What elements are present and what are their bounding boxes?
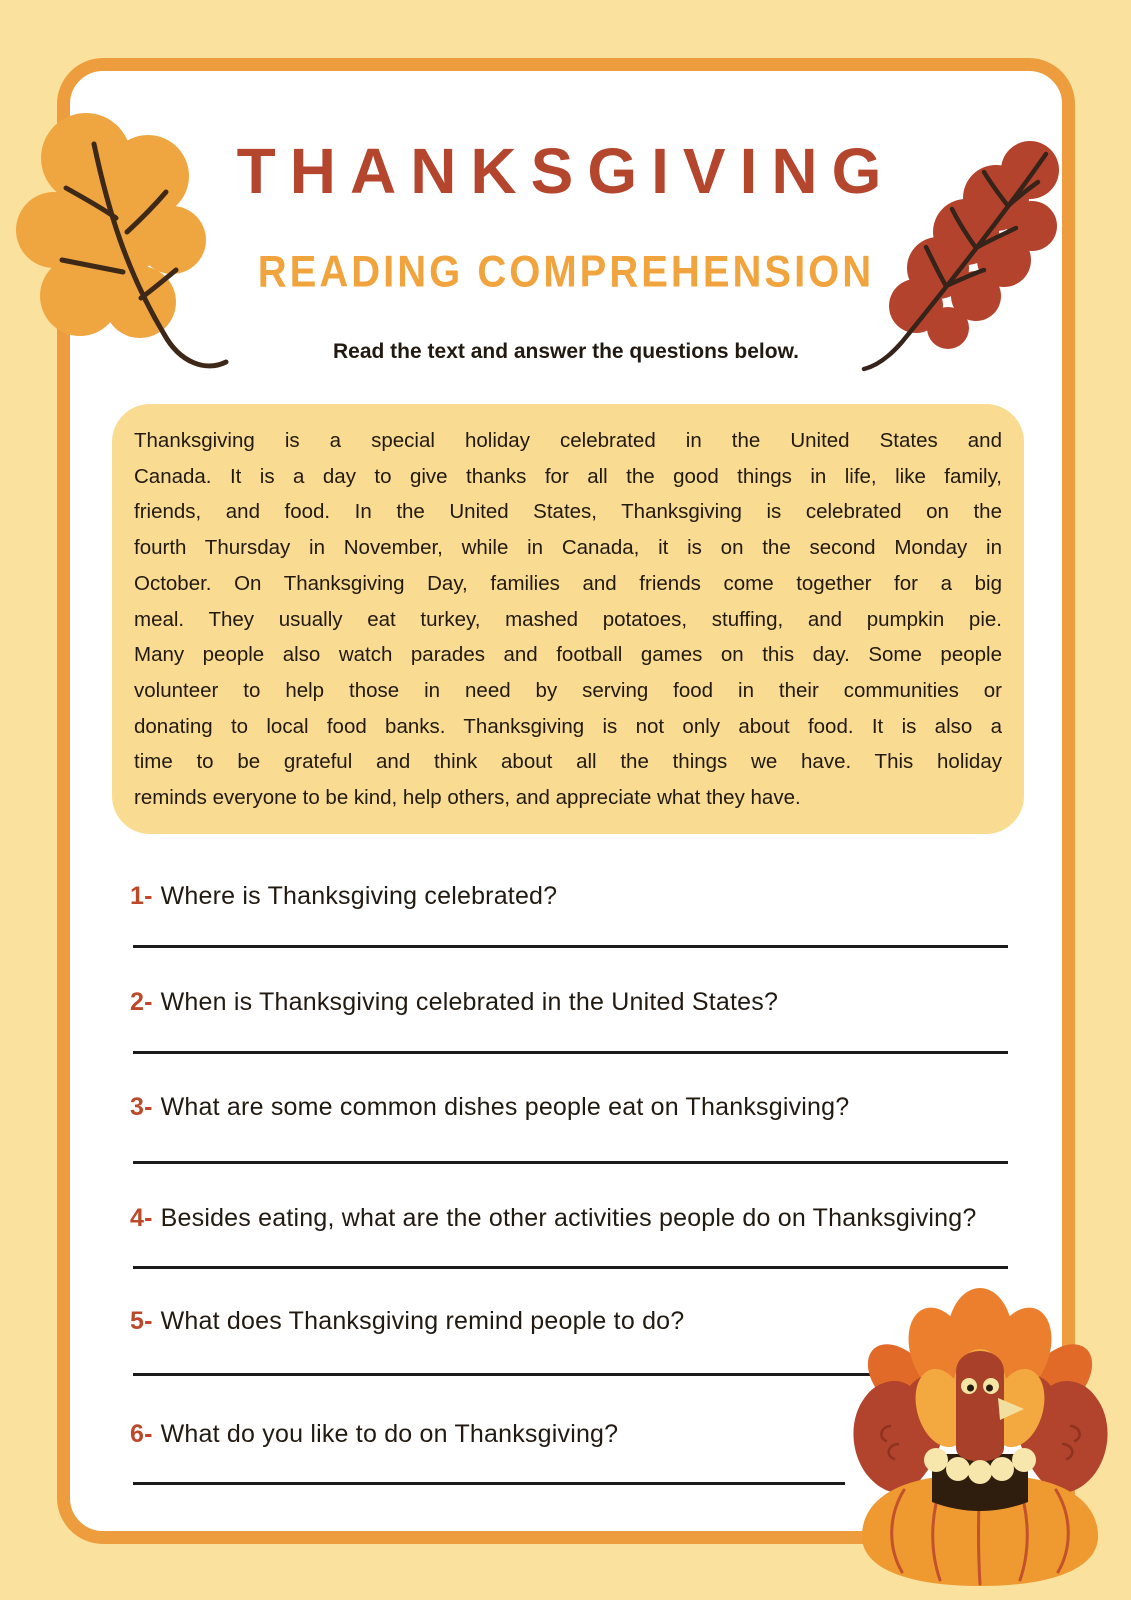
passage-line: volunteer to help those in need by serving food in their communities or <box>134 678 1002 702</box>
question-1 <box>130 882 1030 911</box>
question-2-number: 2- <box>130 988 153 1016</box>
question-5 <box>130 1307 1030 1336</box>
question-3 <box>130 1093 1030 1122</box>
answer-line-6[interactable] <box>133 1482 845 1485</box>
passage-box <box>112 404 1024 834</box>
question-1-text: Where is Thanksgiving celebrated? <box>160 882 558 910</box>
instruction-text: Read the text and answer the questions below. <box>333 340 799 363</box>
passage-line: Canada. It is a day to give thanks for all the good things in life, like family, <box>134 464 1002 488</box>
question-6-text: What do you like to do on Thanksgiving? <box>160 1420 619 1448</box>
passage-line: friends, and food. In the United States, Thanksgiving is celebrated on the <box>134 500 1002 524</box>
answer-line-5[interactable] <box>133 1373 876 1376</box>
question-4-number: 4- <box>130 1204 153 1232</box>
passage-line: reminds everyone to be kind, help others, and appreciate what they have. <box>134 786 801 810</box>
passage-line: donating to local food banks. Thanksgiving is not only about food. It is also a <box>134 714 1002 738</box>
passage-line: Many people also watch parades and football games on this day. Some people <box>134 643 1002 667</box>
question-6-number: 6- <box>130 1420 153 1448</box>
page-title: THANKSGIVING <box>236 135 896 207</box>
question-1-number: 1- <box>130 882 153 910</box>
question-3-number: 3- <box>130 1093 153 1121</box>
question-5-text: What does Thanksgiving remind people to do? <box>160 1307 685 1335</box>
answer-line-1[interactable] <box>133 945 1008 948</box>
passage-line: Thanksgiving is a special holiday celebrated in the United States and <box>134 429 1002 452</box>
answer-line-3[interactable] <box>133 1161 1008 1164</box>
question-4-text: Besides eating, what are the other activities people do on Thanksgiving? <box>160 1204 977 1232</box>
passage-line: time to be grateful and think about all the things we have. This holiday <box>134 750 1002 774</box>
question-3-text: What are some common dishes people eat on Thanksgiving? <box>160 1093 850 1121</box>
passage-line: meal. They usually eat turkey, mashed potatoes, stuffing, and pumpkin pie. <box>134 607 1002 631</box>
question-2-text: When is Thanksgiving celebrated in the United States? <box>160 988 779 1016</box>
question-5-number: 5- <box>130 1307 153 1335</box>
question-2 <box>130 988 1030 1017</box>
question-6 <box>130 1420 1030 1449</box>
answer-line-4[interactable] <box>133 1266 1008 1269</box>
answer-line-2[interactable] <box>133 1051 1008 1054</box>
passage-line: October. On Thanksgiving Day, families and friends come together for a big <box>134 571 1002 595</box>
page-subtitle: READING COMPREHENSION <box>257 247 875 297</box>
question-4 <box>130 1204 1030 1233</box>
passage-line: fourth Thursday in November, while in Canada, it is on the second Monday in <box>134 536 1002 560</box>
